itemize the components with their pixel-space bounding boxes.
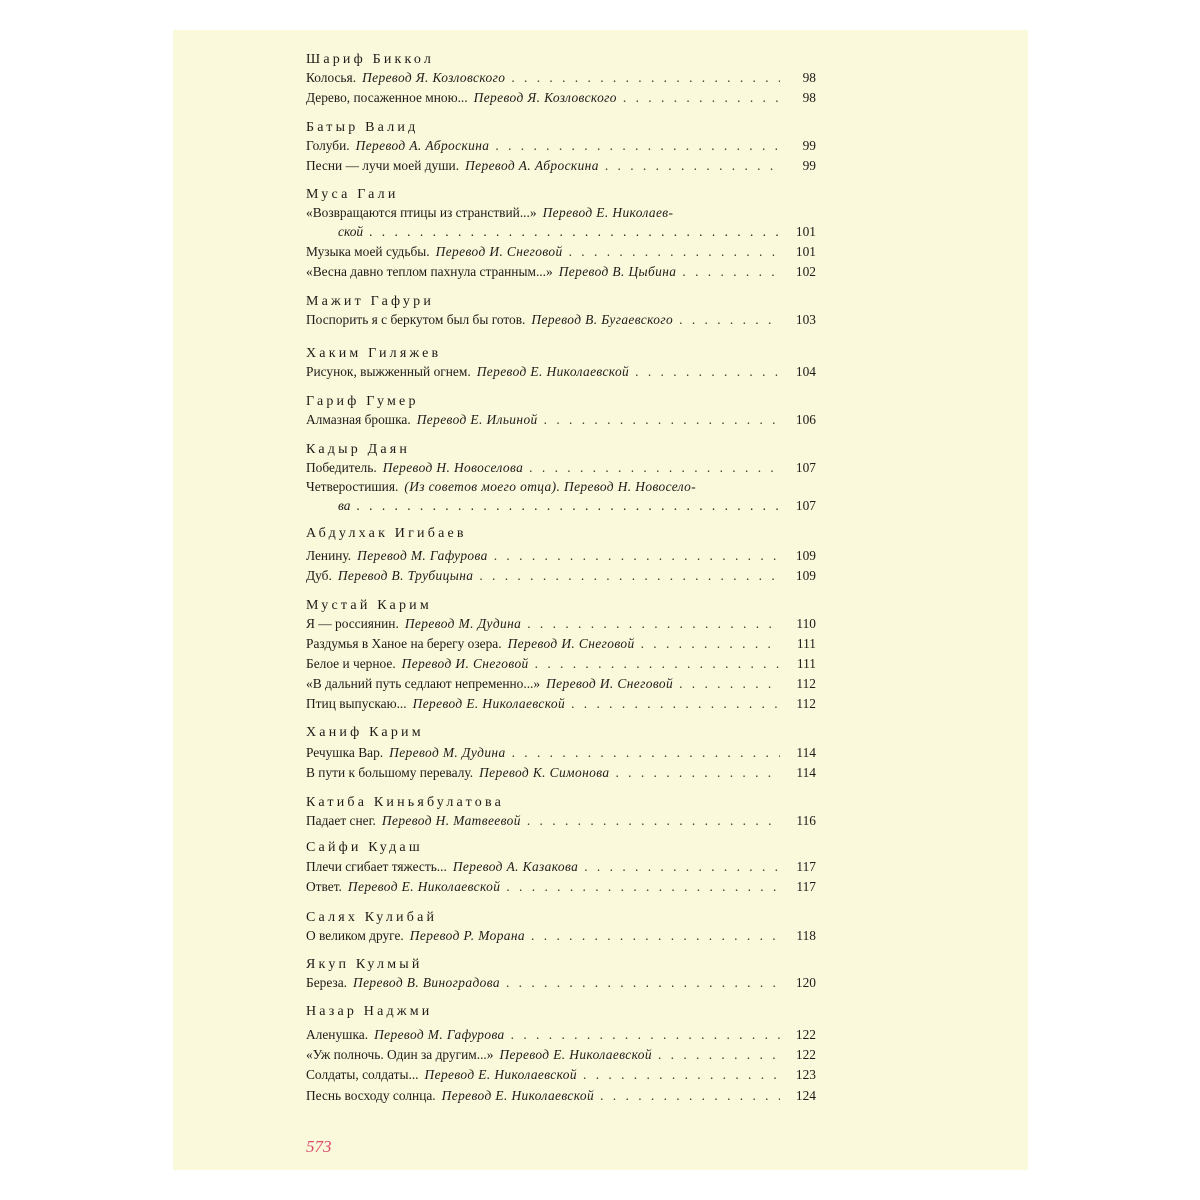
dot-leader bbox=[600, 1088, 780, 1104]
dot-leader bbox=[511, 70, 780, 86]
entry-translator: Перевод А. Аброскина bbox=[465, 158, 599, 173]
author-heading: Гариф Гумер bbox=[306, 394, 419, 409]
toc-entry bbox=[306, 548, 816, 566]
entry-title: Алмазная брошка. bbox=[306, 412, 411, 427]
entry-continuation: ской bbox=[338, 224, 364, 239]
entry-title: Ответ. bbox=[306, 879, 342, 894]
toc-entry bbox=[306, 244, 816, 262]
entry-translator: Перевод Е. Николаевской bbox=[412, 696, 566, 711]
entry-page: 114 bbox=[796, 765, 816, 780]
toc-entry-continuation bbox=[338, 224, 816, 242]
dot-leader bbox=[531, 928, 780, 944]
dot-leader bbox=[584, 859, 780, 875]
toc-entry bbox=[306, 312, 816, 330]
entry-page: 122 bbox=[795, 1027, 816, 1042]
entry-page: 112 bbox=[796, 696, 816, 711]
entry-page: 111 bbox=[796, 656, 816, 671]
entry-title: Птиц выпускаю... bbox=[306, 696, 407, 711]
entry-page: 104 bbox=[795, 364, 816, 379]
toc-entry bbox=[306, 928, 816, 946]
entry-page: 106 bbox=[795, 412, 816, 427]
entry-translator: Перевод А. Аброскина bbox=[355, 138, 490, 153]
entry-translator: Перевод И. Снеговой bbox=[546, 676, 674, 691]
dot-leader bbox=[679, 676, 780, 692]
dot-leader bbox=[583, 1067, 780, 1083]
dot-leader bbox=[511, 1027, 780, 1043]
entry-continuation: ва bbox=[338, 498, 351, 513]
dot-leader bbox=[494, 548, 780, 564]
entry-translator: Перевод М. Гафурова bbox=[357, 548, 488, 563]
author-heading: Муса Гали bbox=[306, 187, 399, 202]
author-heading: Катиба Киньябулатова bbox=[306, 795, 504, 810]
toc-entry bbox=[306, 70, 816, 88]
entry-page: 98 bbox=[802, 90, 816, 105]
entry-page: 109 bbox=[795, 548, 816, 563]
entry-translator: Перевод Н. Матвеевой bbox=[381, 813, 521, 828]
toc-entry bbox=[306, 138, 816, 156]
entry-title: Аленушка. bbox=[306, 1027, 369, 1042]
entry-translator: Перевод И. Снеговой bbox=[401, 656, 529, 671]
dot-leader bbox=[506, 975, 780, 991]
entry-title: Музыка моей судьбы. bbox=[306, 244, 430, 259]
toc-entry bbox=[306, 656, 816, 674]
toc-entry bbox=[306, 975, 816, 993]
book-page bbox=[173, 30, 1028, 1170]
page-number: 573 bbox=[306, 1137, 332, 1156]
toc-entry bbox=[306, 460, 816, 478]
author-heading: Назар Наджми bbox=[306, 1004, 433, 1019]
dot-leader bbox=[569, 244, 780, 260]
entry-title: Раздумья в Ханое на берегу озера. bbox=[306, 636, 502, 651]
entry-title: Я — россиянин. bbox=[306, 616, 399, 631]
entry-title: «Весна давно теплом пахнула странным...» bbox=[306, 264, 553, 279]
toc-entry bbox=[306, 412, 816, 430]
entry-title: Колосья. bbox=[306, 70, 357, 85]
entry-translator: (Из советов моего отца). Перевод Н. Новосело- bbox=[404, 479, 697, 494]
entry-translator: Перевод Е. Николаевской bbox=[499, 1047, 652, 1062]
toc-entry bbox=[306, 364, 816, 382]
toc-entry-continuation bbox=[338, 498, 816, 516]
toc-entry bbox=[306, 636, 816, 654]
author-heading: Батыр Валид bbox=[306, 120, 419, 135]
toc-entry bbox=[306, 264, 816, 282]
entry-page: 123 bbox=[795, 1067, 816, 1082]
entry-page: 103 bbox=[795, 312, 816, 327]
entry-page: 120 bbox=[795, 975, 816, 990]
dot-leader bbox=[658, 1047, 780, 1063]
entry-page: 99 bbox=[802, 158, 816, 173]
entry-translator: Перевод Я. Козловского bbox=[473, 90, 617, 105]
dot-leader bbox=[635, 364, 780, 380]
entry-title: «Уж полночь. Один за другим...» bbox=[306, 1047, 494, 1062]
entry-title: Четверостишия. bbox=[306, 479, 399, 494]
dot-leader bbox=[512, 745, 780, 761]
entry-translator: Перевод Е. Николаевской bbox=[441, 1088, 595, 1103]
toc-entry bbox=[306, 616, 816, 634]
entry-title: Белое и черное. bbox=[306, 656, 396, 671]
dot-leader bbox=[369, 224, 780, 240]
toc-entry bbox=[306, 859, 816, 877]
entry-title: Песни — лучи моей души. bbox=[306, 158, 460, 173]
toc-entry bbox=[306, 813, 816, 831]
toc-entry bbox=[306, 696, 816, 714]
entry-translator: Перевод В. Бугаевского bbox=[531, 312, 674, 327]
entry-page: 102 bbox=[795, 264, 816, 279]
toc-entry bbox=[306, 745, 816, 763]
author-heading: Шариф Биккол bbox=[306, 52, 435, 67]
entry-page: 107 bbox=[795, 498, 816, 513]
entry-page: 112 bbox=[796, 676, 816, 691]
toc-entry bbox=[306, 765, 816, 783]
dot-leader bbox=[682, 264, 780, 280]
dot-leader bbox=[529, 460, 780, 476]
author-heading: Мажит Гафури bbox=[306, 294, 435, 309]
dot-leader bbox=[495, 138, 780, 154]
entry-translator: Перевод Е. Николаев- bbox=[542, 205, 674, 220]
entry-translator: Перевод К. Симонова bbox=[479, 765, 610, 780]
entry-page: 117 bbox=[796, 859, 816, 874]
entry-title: Дерево, посаженное мною... bbox=[306, 90, 468, 105]
toc-entry bbox=[306, 879, 816, 897]
dot-leader bbox=[679, 312, 780, 328]
entry-page: 98 bbox=[802, 70, 816, 85]
entry-page: 124 bbox=[795, 1088, 816, 1103]
author-heading: Салях Кулибай bbox=[306, 910, 438, 925]
entry-title: В пути к большому перевалу. bbox=[306, 765, 474, 780]
entry-title: Береза. bbox=[306, 975, 348, 990]
dot-leader bbox=[535, 656, 780, 672]
entry-title: «В дальний путь седлают непременно...» bbox=[306, 676, 541, 691]
entry-translator: Перевод А. Казакова bbox=[452, 859, 579, 874]
entry-translator: Перевод Я. Козловского bbox=[362, 70, 506, 85]
entry-translator: Перевод Е. Николаевской bbox=[424, 1067, 577, 1082]
entry-translator: Перевод Р. Морана bbox=[409, 928, 526, 943]
entry-title: Поспорить я с беркутом был бы готов. bbox=[306, 312, 526, 327]
entry-title: Победитель. bbox=[306, 460, 377, 475]
author-heading: Ханиф Карим bbox=[306, 725, 424, 740]
entry-page: 101 bbox=[795, 244, 816, 259]
entry-page: 118 bbox=[796, 928, 816, 943]
entry-translator: Перевод М. Гафурова bbox=[374, 1027, 505, 1042]
entry-page: 111 bbox=[796, 636, 816, 651]
dot-leader bbox=[356, 498, 780, 514]
entry-translator: Перевод Н. Новоселова bbox=[382, 460, 524, 475]
author-heading: Сайфи Кудаш bbox=[306, 840, 423, 855]
entry-title: Песнь восходу солнца. bbox=[306, 1088, 436, 1103]
toc-entry bbox=[306, 479, 816, 497]
toc-entry bbox=[306, 1047, 816, 1065]
entry-translator: Перевод Е. Николаевской bbox=[347, 879, 501, 894]
entry-title: Речушка Вар. bbox=[306, 745, 384, 760]
entry-translator: Перевод М. Дудина bbox=[389, 745, 506, 760]
entry-page: 107 bbox=[795, 460, 816, 475]
dot-leader bbox=[623, 90, 780, 106]
entry-translator: Перевод В. Трубицына bbox=[337, 568, 474, 583]
toc-entry bbox=[306, 676, 816, 694]
author-heading: Кадыр Даян bbox=[306, 442, 411, 457]
author-heading: Хаким Гиляжев bbox=[306, 346, 442, 361]
entry-page: 122 bbox=[795, 1047, 816, 1062]
toc-entry bbox=[306, 1067, 816, 1085]
dot-leader bbox=[571, 696, 780, 712]
toc-entry bbox=[306, 1088, 816, 1106]
toc-entry bbox=[306, 1027, 816, 1045]
dot-leader bbox=[641, 636, 780, 652]
entry-title: Рисунок, выжженный огнем. bbox=[306, 364, 471, 379]
author-heading: Мустай Карим bbox=[306, 598, 432, 613]
toc-entry bbox=[306, 90, 816, 108]
entry-page: 101 bbox=[795, 224, 816, 239]
table-of-contents bbox=[173, 30, 1028, 1170]
entry-translator: Перевод В. Цыбина bbox=[558, 264, 677, 279]
entry-page: 116 bbox=[796, 813, 816, 828]
toc-entry bbox=[306, 568, 816, 586]
entry-title: «Возвращаются птицы из странствий...» bbox=[306, 205, 537, 220]
entry-title: Солдаты, солдаты... bbox=[306, 1067, 419, 1082]
entry-translator: Перевод И. Снеговой bbox=[435, 244, 563, 259]
entry-page: 114 bbox=[796, 745, 816, 760]
toc-entry bbox=[306, 205, 816, 223]
author-heading: Абдулхак Игибаев bbox=[306, 526, 467, 541]
entry-translator: Перевод И. Снеговой bbox=[507, 636, 635, 651]
entry-page: 117 bbox=[796, 879, 816, 894]
entry-page: 110 bbox=[796, 616, 816, 631]
dot-leader bbox=[527, 616, 780, 632]
dot-leader bbox=[527, 813, 780, 829]
entry-page: 109 bbox=[795, 568, 816, 583]
entry-title: О великом друге. bbox=[306, 928, 404, 943]
entry-title: Ленину. bbox=[306, 548, 352, 563]
dot-leader bbox=[605, 158, 780, 174]
toc-entry bbox=[306, 158, 816, 176]
entry-title: Падает снег. bbox=[306, 813, 376, 828]
entry-translator: Перевод Е. Ильиной bbox=[416, 412, 538, 427]
entry-page: 99 bbox=[802, 138, 816, 153]
entry-title: Дуб. bbox=[306, 568, 332, 583]
entry-title: Плечи сгибает тяжесть... bbox=[306, 859, 447, 874]
author-heading: Якуп Кулмый bbox=[306, 957, 423, 972]
entry-translator: Перевод М. Дудина bbox=[404, 616, 522, 631]
entry-title: Голуби. bbox=[306, 138, 350, 153]
dot-leader bbox=[506, 879, 780, 895]
dot-leader bbox=[479, 568, 780, 584]
dot-leader bbox=[544, 412, 780, 428]
dot-leader bbox=[615, 765, 780, 781]
entry-translator: Перевод В. Виноградова bbox=[353, 975, 500, 990]
entry-translator: Перевод Е. Николаевской bbox=[476, 364, 630, 379]
